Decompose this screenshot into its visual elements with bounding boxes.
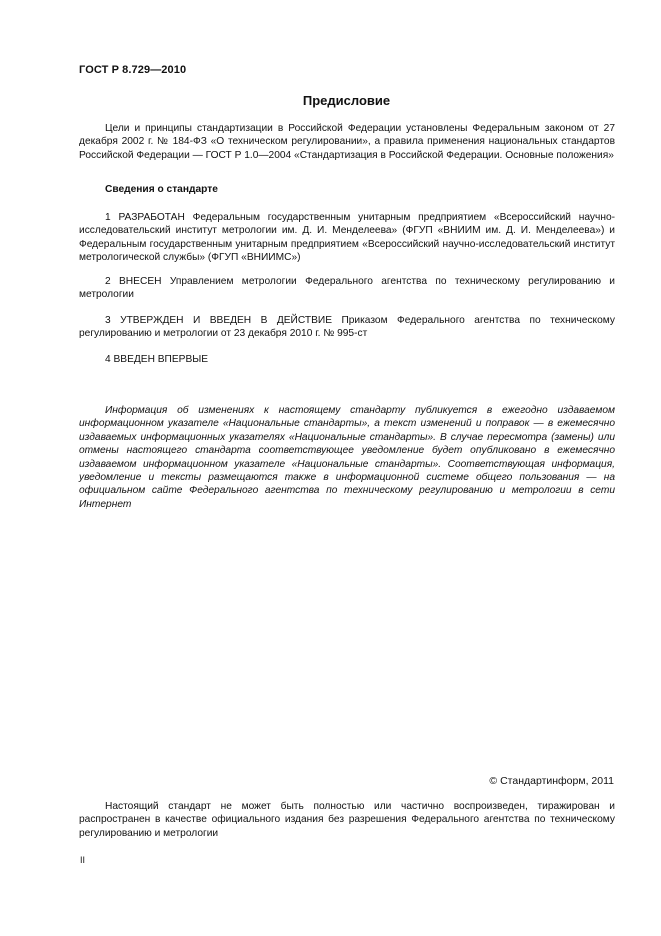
page-title: Предисловие — [302, 93, 391, 108]
reproduction-notice: Настоящий стандарт не может быть полностью или частично воспроизведен, тиражирован и распространен в качестве официального издания без разрешения Федерального агентства по техническому регулированию и метрологии — [79, 801, 615, 839]
page-number: II — [80, 855, 86, 865]
item-introduced-first: 4 ВВЕДЕН ВПЕРВЫЕ — [105, 354, 209, 365]
copyright-line: © Стандартинформ, 2011 — [489, 775, 614, 787]
item-developed: 1 РАЗРАБОТАН Федеральным государственным унитарным предприятием «Всероссийский научно-исследовательский институт метрологии им. Д. И. Менделеева» (ФГУП «ВНИИМ им. Д. И. Менделеева») и Федеральным государственным унитарным предприятием «Всероссийский научно-исследовательский институт метрологической службы» (ФГУП «ВНИИМС») — [79, 212, 615, 264]
amendments-notice: Информация об изменениях к настоящему стандарту публикуется в ежегодно издаваемом информационном указателе «Национальные стандарты», а текст изменений и поправок — в ежемесячно издаваемых информационных указателях «Национальные стандарты». В случае пересмотра (замены) или отмены настоящего стандарта соответствующее уведомление будет опубликовано в ежемесячно издаваемом информационном указателе «Национальные стандарты». Соответствующая информация, уведомление и тексты размещаются также в информационной системе общего пользования — на официальном сайте Федерального агентства по техническому регулированию и метрологии в сети Интернет — [79, 405, 615, 510]
item-submitted: 2 ВНЕСЕН Управлением метрологии Федерального агентства по техническому регулированию и метрологии — [79, 276, 615, 301]
standard-code: ГОСТ Р 8.729—2010 — [79, 64, 187, 76]
item-approved: 3 УТВЕРЖДЕН И ВВЕДЕН В ДЕЙСТВИЕ Приказом Федерального агентства по техническому регулированию и метрологии от 23 декабря 2010 г. № 995-ст — [79, 315, 615, 340]
intro-paragraph: Цели и принципы стандартизации в Российской Федерации установлены Федеральным законом от 27 декабря 2002 г. № 184-ФЗ «О техническом регулировании», а правила применения национальных стандартов Российской Федерации — ГОСТ Р 1.0—2004 «Стандартизация в Российской Федерации. Основные положения» — [79, 123, 615, 161]
section-heading: Сведения о стандарте — [105, 184, 218, 195]
